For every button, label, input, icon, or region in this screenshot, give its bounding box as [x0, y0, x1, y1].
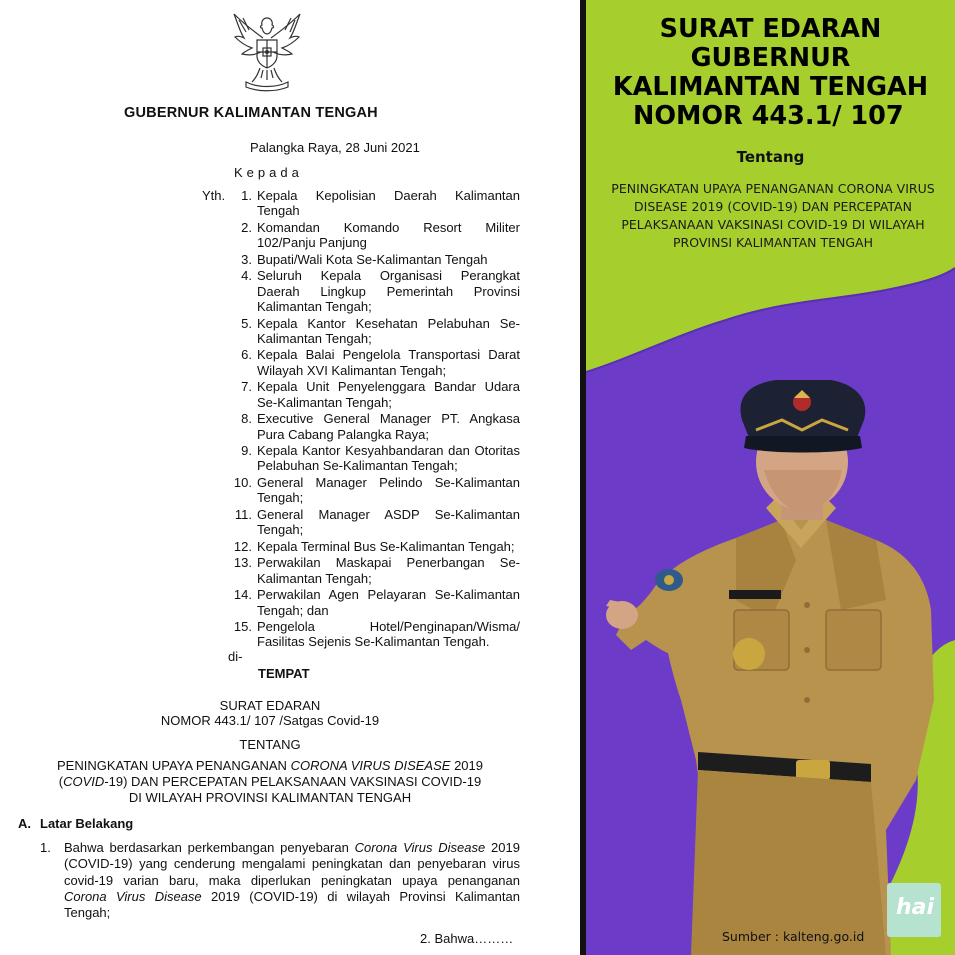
tentang-heading: TENTANG — [239, 737, 301, 752]
yth-label: Yth. — [202, 188, 226, 203]
list-item: 12. Kepala Terminal Bus Se-Kalimantan Tengah; — [233, 538, 515, 554]
poster-background — [586, 0, 955, 955]
list-item: 2. Komandan Komando Resort Militer 102/Panju Panjung — [241, 219, 520, 251]
letter-header: GUBERNUR KALIMANTAN TENGAH — [124, 105, 378, 121]
poster-title: SURAT EDARAN GUBERNUR KALIMANTAN TENGAH NOMOR 443.1/ 107 — [612, 14, 929, 131]
list-item: 1. Kepala Kepolisian Daerah Kalimantan Tengah — [241, 188, 520, 219]
place-date: Palangka Raya, 28 Juni 2021 — [250, 140, 420, 155]
announcement-poster — [586, 0, 955, 955]
hai-logo-icon: hai — [887, 883, 941, 937]
section-heading: A. Latar Belakang — [18, 816, 134, 831]
list-item: 4. Seluruh Kepala Organisasi Perangkat Daerah Lingkup Pemerintah Provinsi Kalimantan Tengah; — [241, 268, 520, 314]
letter-subject: PENINGKATAN UPAYA PENANGANAN CORONA VIRUS DISEASE 2019 (COVID-19) DAN PERCEPATAN PELAKSANAAN VAKSINASI COVID-19 DI WILAYAH PROVINSI KALIMANTAN TENGAH — [56, 758, 483, 805]
source-credit: Sumber : kalteng.go.id — [722, 929, 865, 944]
list-item: 7. Kepala Unit Penyelenggara Bandar Udara Se-Kalimantan Tengah; — [241, 379, 520, 410]
di-label: di- — [228, 649, 243, 664]
recipient-list — [226, 188, 520, 651]
list-item: 13. Perwakilan Maskapai Penerbangan Se-Kalimantan Tengah; — [233, 555, 520, 586]
list-item: 3. Bupati/Wali Kota Se-Kalimantan Tengah — [241, 251, 488, 267]
list-item: 9. Kepala Kantor Kesyahbandaran dan Otoritas Pelabuhan Se-Kalimantan Tengah; — [241, 443, 520, 474]
list-item: 14. Perwakilan Agen Pelayaran Se-Kalimantan Tengah; dan — [233, 587, 520, 618]
poster-tentang: Tentang — [736, 148, 805, 166]
tempat-label: TEMPAT — [258, 666, 310, 681]
se-number: NOMOR 443.1/ 107 /Satgas Covid-19 — [160, 713, 380, 728]
se-title: SURAT EDARAN — [219, 698, 321, 713]
list-item: 10. General Manager Pelindo Se-Kalimantan Tengah; — [233, 475, 520, 506]
list-item: 15. Pengelola Hotel/Penginapan/Wisma/ Fasilitas Sejenis Se-Kalimantan Tengah. — [233, 619, 520, 650]
garuda-emblem-icon — [230, 10, 304, 92]
list-item: 6. Kepala Balai Pengelola Transportasi Darat Wilayah XVI Kalimantan Tengah; — [241, 347, 520, 378]
next-page-indicator: 2. Bahwa……… — [420, 931, 514, 946]
background-paragraph: Bahwa berdasarkan perkembangan penyebaran Corona Virus Disease 2019 (COVID-19) yang cenderung mengalami peningkatan dan penyebaran virus covid-19 varian baru, maka diperlukan peningkatan upaya penanganan Corona Virus Disease 2019 (COVID-19) di wilayah Provinsi Kalimantan Tengah; — [64, 840, 520, 921]
list-item: 8. Executive General Manager PT. Angkasa Pura Cabang Palangka Raya; — [241, 411, 520, 442]
to-label: Kepada — [234, 165, 303, 180]
poster-description: PENINGKATAN UPAYA PENANGANAN CORONA VIRUS DISEASE 2019 (COVID-19) DAN PERCEPATAN PELAKSANAAN VAKSINASI COVID-19 DI WILAYAH PROVINSI KALIMANTAN TENGAH — [611, 181, 935, 250]
list-item: 11. General Manager ASDP Se-Kalimantan Tengah; — [234, 506, 520, 538]
list-item: 5. Kepala Kantor Kesehatan Pelabuhan Se-Kalimantan Tengah; — [241, 315, 520, 346]
paragraph-number: 1. — [40, 840, 51, 855]
